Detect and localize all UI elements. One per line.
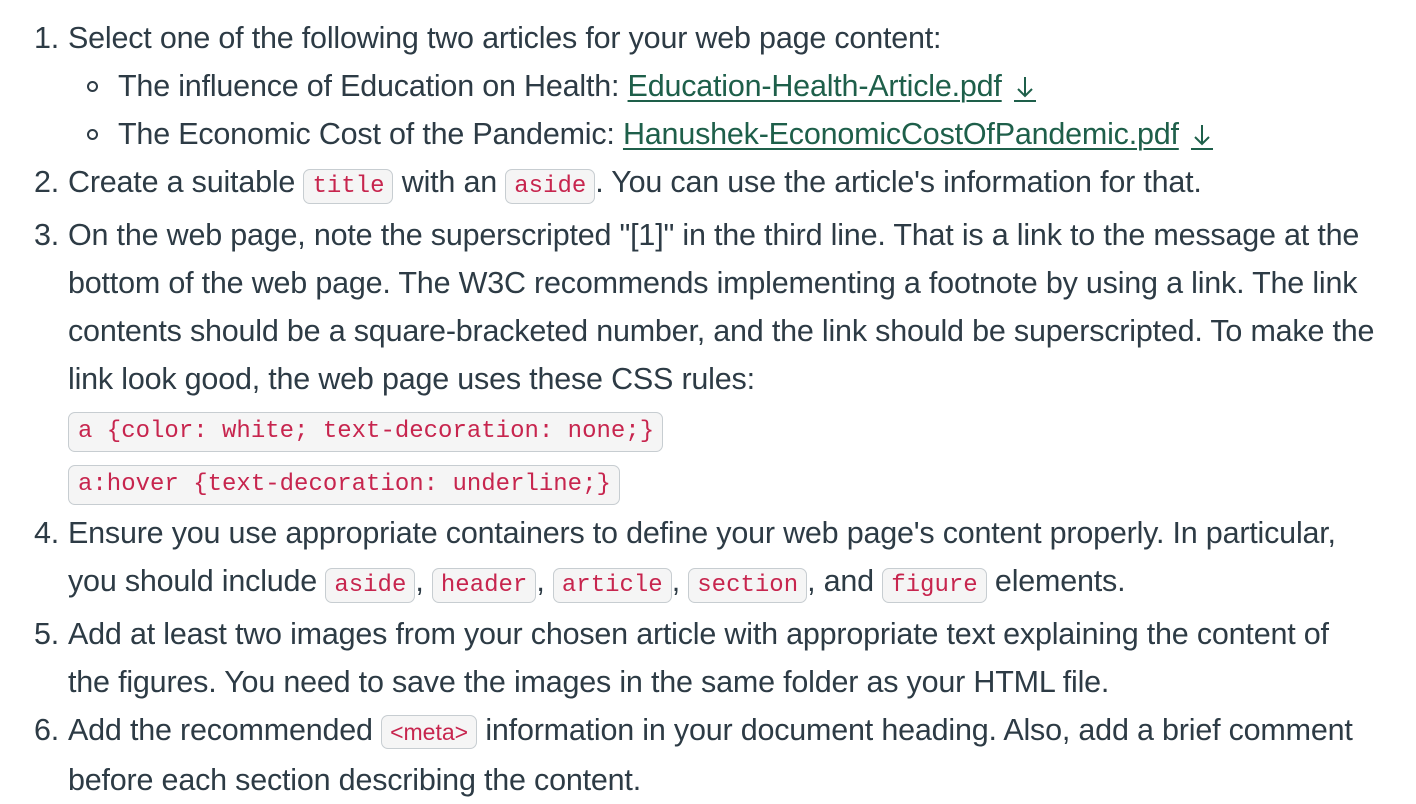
education-health-pdf-link[interactable]: Education-Health-Article.pdf xyxy=(627,69,1002,103)
article-option-label: The influence of Education on Health: xyxy=(118,69,628,103)
code-section: section xyxy=(688,568,807,603)
css-rule-line xyxy=(68,403,1376,456)
separator: , and xyxy=(807,564,883,598)
code-aside: aside xyxy=(505,169,595,204)
step-number: 3. xyxy=(34,218,60,252)
code-header: header xyxy=(432,568,536,603)
step-text: Add at least two images from your chosen article with appropriate text explaining the content of the figures. You need to save the images in the same folder as your HTML file. xyxy=(68,617,1329,699)
step-text-part: Add the recommended xyxy=(68,713,382,747)
article-options-list xyxy=(68,62,1376,158)
css-rule-link: a {color: white; text-decoration: none;} xyxy=(68,412,663,452)
step-1 xyxy=(0,14,1416,158)
article-option-label: The Economic Cost of the Pandemic: xyxy=(118,117,623,151)
step-text-part: elements. xyxy=(986,564,1126,598)
article-option xyxy=(68,110,1376,158)
step-number: 2. xyxy=(34,165,60,199)
economic-cost-pdf-link[interactable]: Hanushek-EconomicCostOfPandemic.pdf xyxy=(622,117,1179,151)
step-3 xyxy=(0,211,1416,509)
css-rule-line xyxy=(68,456,1376,509)
code-title: title xyxy=(303,169,393,204)
code-aside: aside xyxy=(325,568,415,603)
code-figure: figure xyxy=(882,568,986,603)
download-icon[interactable] xyxy=(1012,70,1038,100)
step-2 xyxy=(0,158,1416,211)
step-text: Select one of the following two articles for your web page content: xyxy=(68,21,942,55)
steps-list xyxy=(0,14,1416,804)
step-text-part: information in your document heading. Also, add a brief comment before each section describing the content. xyxy=(68,713,1353,797)
separator: , xyxy=(415,564,432,598)
step-text-part: Create a suitable xyxy=(68,165,304,199)
code-article: article xyxy=(553,568,672,603)
separator: , xyxy=(671,564,689,598)
code-meta: <meta> xyxy=(381,715,477,749)
step-4 xyxy=(0,509,1416,610)
css-rule-hover: a:hover {text-decoration: underline;} xyxy=(68,465,620,505)
step-number: 6. xyxy=(34,713,60,747)
step-text: On the web page, note the superscripted "[1]" in the third line. That is a link to the message at the bottom of the web page. The W3C recommends implementing a footnote by using a link. The link contents should be a square-bracketed number, and the link should be superscripted. To make the link look good, the web page uses these CSS rules: xyxy=(68,218,1375,396)
step-number: 1. xyxy=(34,21,60,55)
download-icon[interactable] xyxy=(1189,118,1215,148)
step-6 xyxy=(0,706,1416,804)
step-text-part: with an xyxy=(393,165,506,199)
hollow-bullet-icon xyxy=(87,129,98,140)
assignment-instructions xyxy=(0,14,1416,804)
step-text-part: . You can use the article's information for that. xyxy=(595,165,1202,199)
hollow-bullet-icon xyxy=(87,81,98,92)
step-number: 4. xyxy=(34,516,60,550)
article-option xyxy=(68,62,1376,110)
separator: , xyxy=(536,564,553,598)
step-text-part: Ensure you use appropriate containers to define your web page's content properly. In particular, you should include xyxy=(68,516,1336,598)
step-number: 5. xyxy=(34,617,60,651)
step-5 xyxy=(0,610,1416,706)
